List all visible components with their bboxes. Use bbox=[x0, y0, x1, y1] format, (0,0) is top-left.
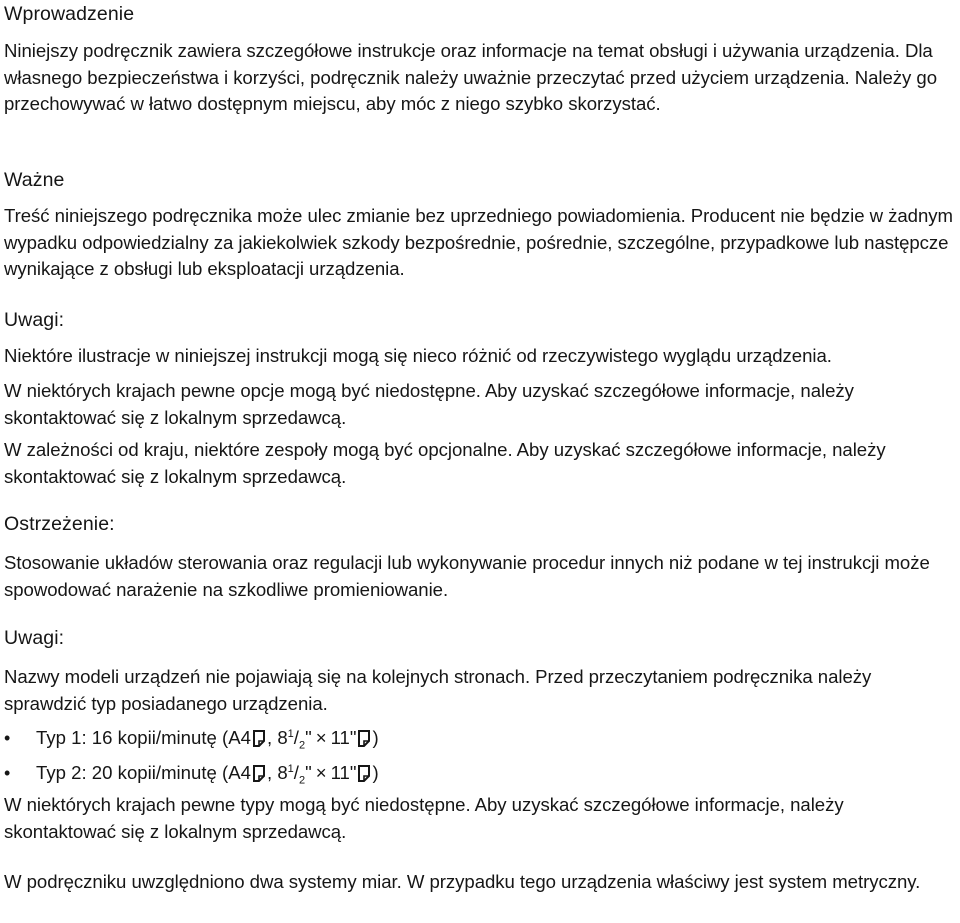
section-heading-intro: Wprowadzenie bbox=[4, 3, 135, 25]
fraction-numerator: 1 bbox=[287, 762, 294, 775]
notes2-paragraph-3: W podręczniku uwzględniono dwa systemy miar. W przypadku tego urządzenia właściwy jest system metryczny. bbox=[4, 871, 921, 892]
bullet-icon: • bbox=[4, 763, 11, 783]
section-heading-warning: Ostrzeżenie: bbox=[4, 513, 115, 535]
section-heading-notes-2: Uwagi: bbox=[4, 627, 65, 649]
notes1-paragraph-2: W niektórych krajach pewne opcje mogą być niedostępne. Aby uzyskać szczegółowe informacje, należy skontaktować się z lokalnym sprzedawcą. bbox=[4, 380, 854, 428]
inch-mark: " bbox=[305, 762, 312, 783]
portrait-paper-feed-icon bbox=[252, 765, 266, 782]
type-speed-text: Typ 1: 16 kopii/minutę (A4 bbox=[36, 727, 251, 748]
fraction-slash: / bbox=[293, 727, 299, 748]
size-prefix: , 8 bbox=[266, 762, 288, 783]
portrait-paper-feed-icon bbox=[252, 730, 266, 747]
portrait-paper-feed-icon bbox=[357, 765, 371, 782]
closing-paren: ) bbox=[372, 727, 379, 748]
fraction-denominator: 2 bbox=[298, 774, 306, 787]
portrait-paper-feed-icon bbox=[357, 730, 371, 747]
size-height: 11" bbox=[330, 762, 357, 783]
times-sign: × bbox=[315, 762, 327, 783]
important-paragraph: Treść niniejszego podręcznika może ulec zmianie bez uprzedniego powiadomienia. Producent nie będzie w żadnym wypadku odpowiedzialny za jakiekolwiek szkody bezpośrednie, pośrednie, szczególne, przypadkowe lub następcze wynikające z obsługi lub eksploatacji urządzenia. bbox=[4, 205, 953, 279]
notes2-paragraph-1: Nazwy modeli urządzeń nie pojawiają się na kolejnych stronach. Przed przeczytaniem podręcznika należy sprawdzić typ posiadanego urządzenia. bbox=[4, 666, 872, 714]
list-item-text bbox=[36, 725, 379, 752]
size-height: 11" bbox=[330, 727, 357, 748]
notes1-paragraph-1: Niektóre ilustracje w niniejszej instrukcji mogą się nieco różnić od rzeczywistego wyglądu urządzenia. bbox=[4, 345, 832, 366]
closing-paren: ) bbox=[372, 762, 379, 783]
bullet-icon: • bbox=[4, 728, 11, 748]
type-speed-text: Typ 2: 20 kopii/minutę (A4 bbox=[36, 762, 251, 783]
fraction-numerator: 1 bbox=[287, 727, 294, 740]
times-sign: × bbox=[315, 727, 327, 748]
size-prefix: , 8 bbox=[266, 727, 288, 748]
intro-paragraph: Niniejszy podręcznik zawiera szczegółowe instrukcje oraz informacje na temat obsługi i używania urządzenia. Dla własnego bezpieczeństwa i korzyści, podręcznik należy uważnie przeczytać przed użyciem urządzenia. Należy go przechowywać w łatwo dostępnym miejscu, aby móc z niego szybko skorzystać. bbox=[4, 40, 937, 114]
section-heading-important: Ważne bbox=[4, 169, 65, 191]
warning-paragraph: Stosowanie układów sterowania oraz regulacji lub wykonywanie procedur innych niż podane w tej instrukcji może spowodować narażenie na szkodliwe promieniowanie. bbox=[4, 552, 930, 600]
section-heading-notes-1: Uwagi: bbox=[4, 309, 65, 331]
notes1-paragraph-3: W zależności od kraju, niektóre zespoły mogą być opcjonalne. Aby uzyskać szczegółowe informacje, należy skontaktować się z lokalnym sprzedawcą. bbox=[4, 439, 886, 487]
inch-mark: " bbox=[305, 727, 312, 748]
list-item-text bbox=[36, 760, 379, 787]
fraction-slash: / bbox=[293, 762, 299, 783]
fraction-denominator: 2 bbox=[298, 739, 306, 752]
notes2-paragraph-2: W niektórych krajach pewne typy mogą być niedostępne. Aby uzyskać szczegółowe informacje, należy skontaktować się z lokalnym sprzedawcą. bbox=[4, 794, 844, 842]
